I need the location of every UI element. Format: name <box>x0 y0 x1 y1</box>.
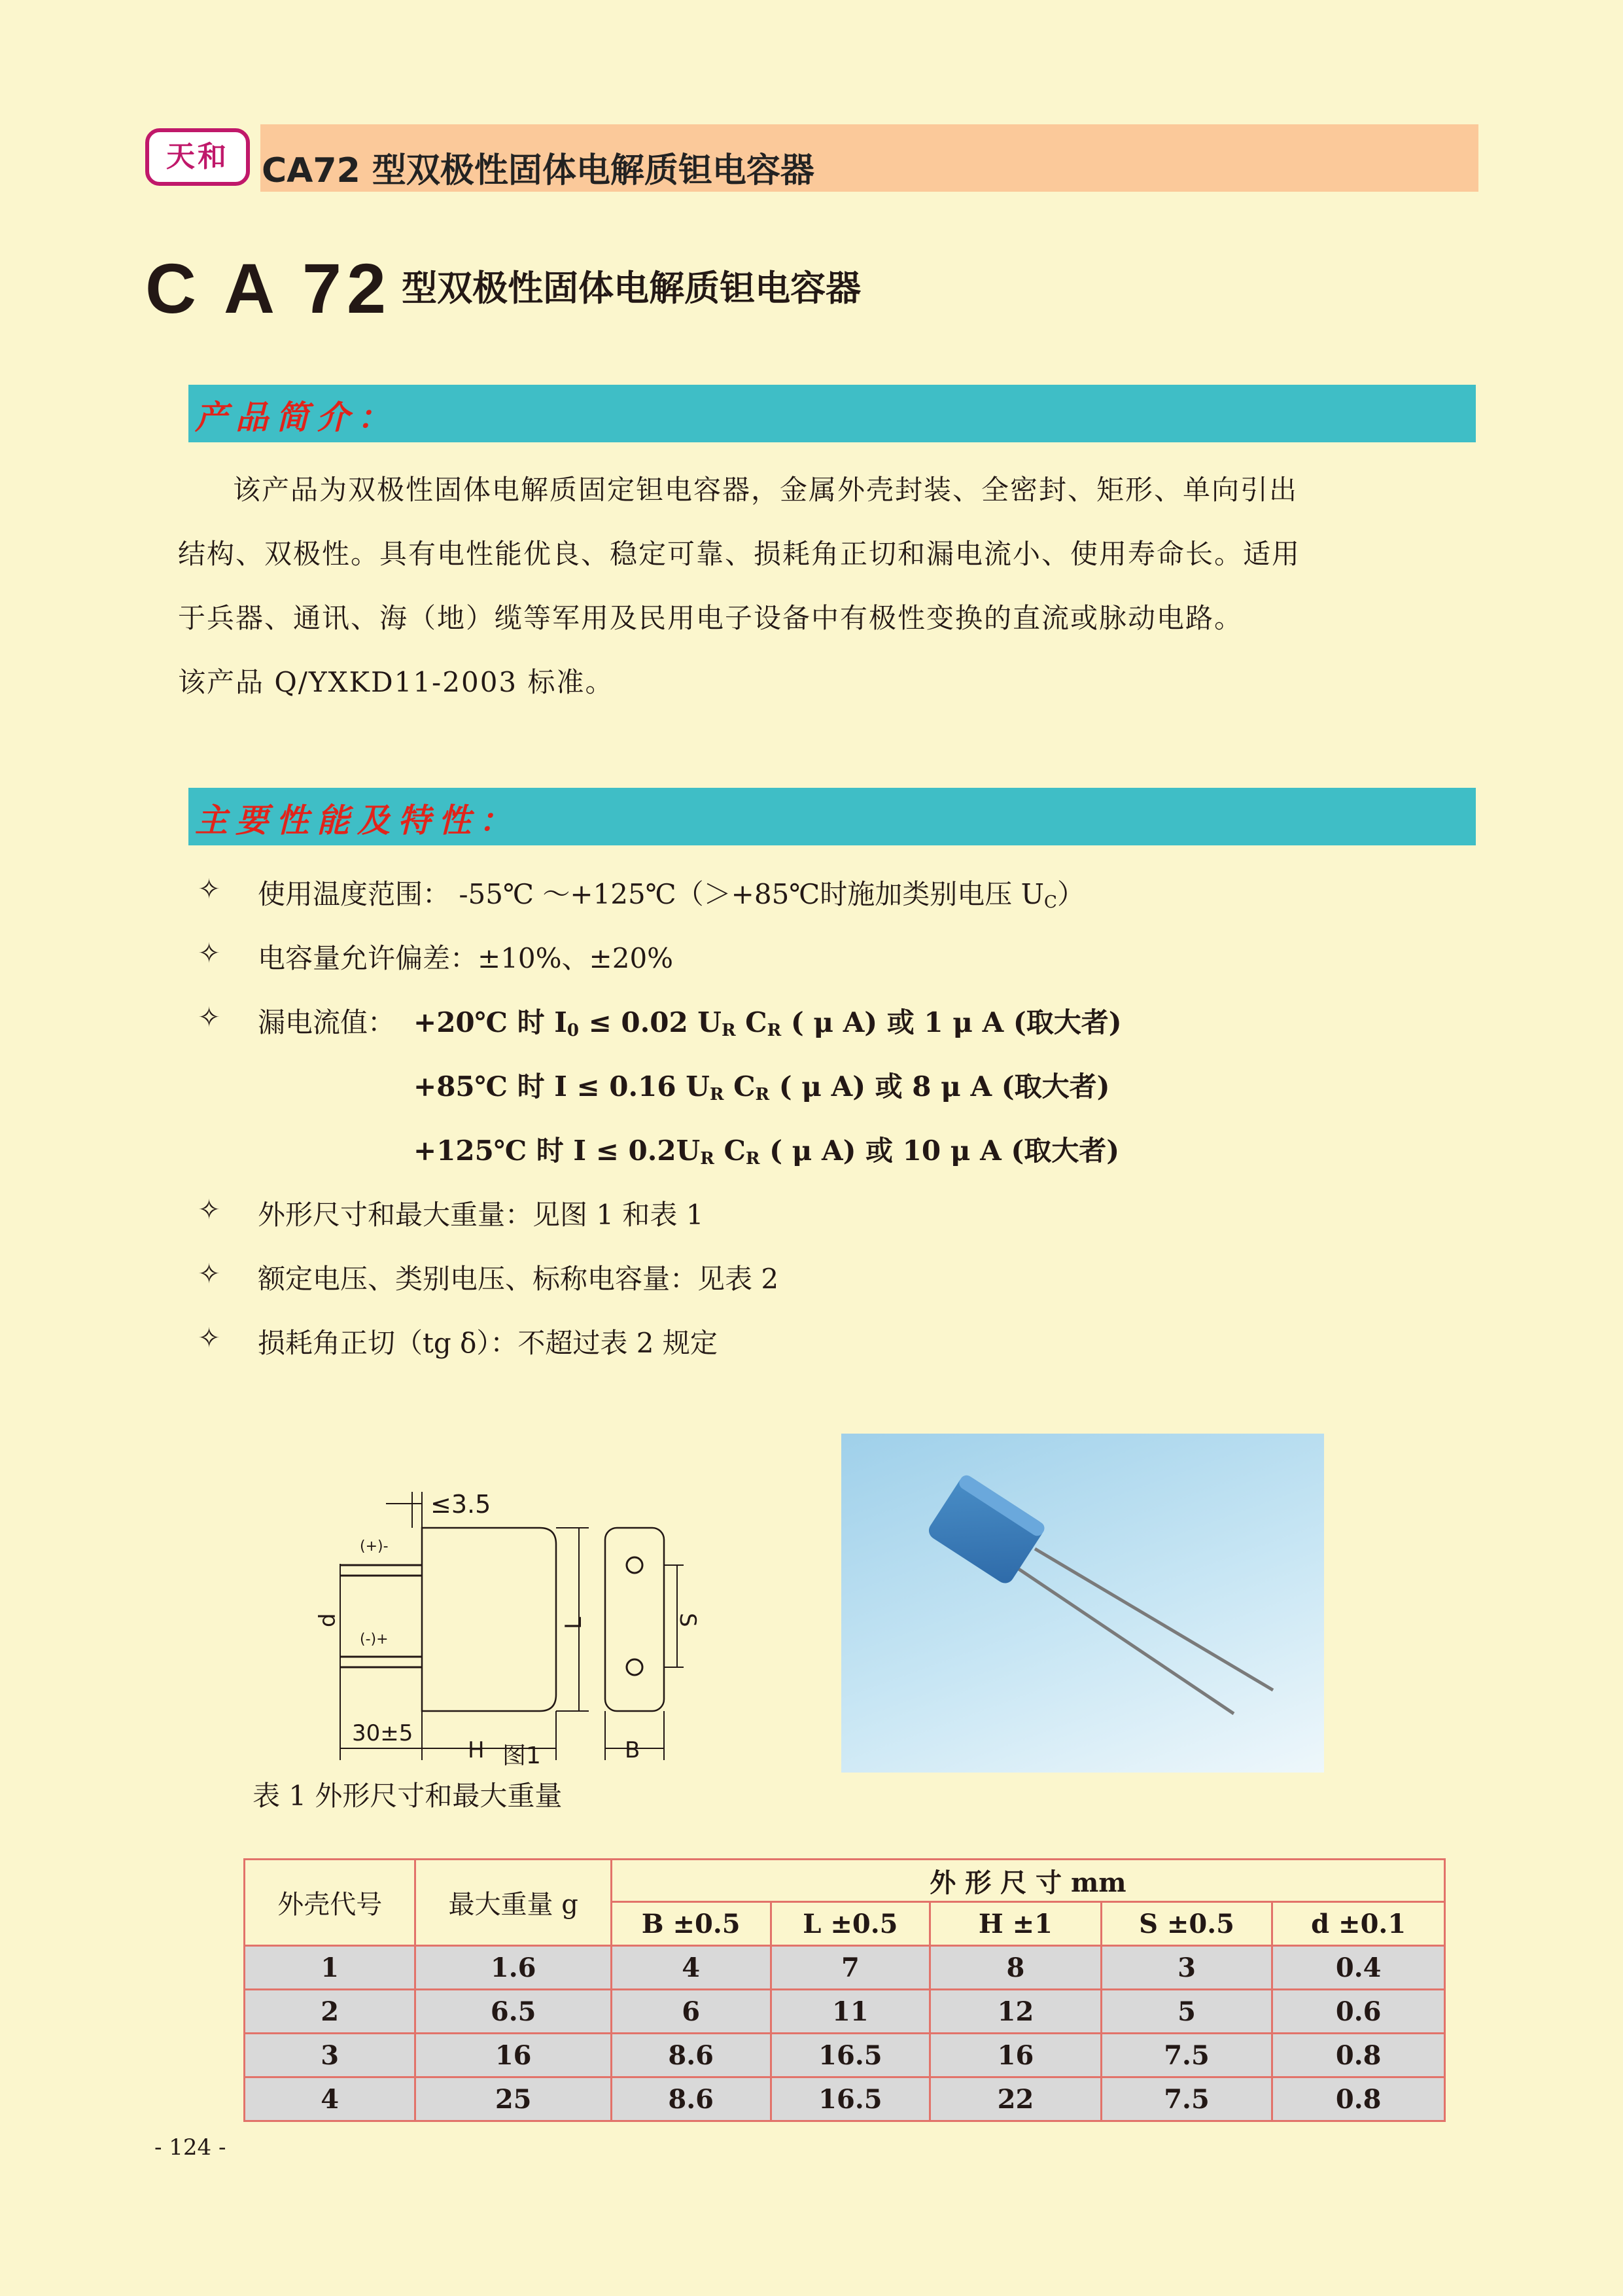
col-header-H: H ±1 <box>930 1902 1102 1946</box>
col-header-d: d ±0.1 <box>1272 1902 1445 1946</box>
page-title <box>145 247 861 329</box>
page-number: - 124 - <box>154 2134 226 2161</box>
intro-section-title: 产品简介： <box>195 398 398 436</box>
L-label: L <box>561 1617 587 1629</box>
feature-leakage-label: 漏电流值： <box>258 1006 396 1038</box>
feature-tolerance: 电容量允许偏差：±10%、±20% <box>258 942 674 974</box>
table-row: 4 25 8.6 16.5 22 7.5 0.8 <box>245 2077 1445 2121</box>
product-photo <box>841 1434 1324 1773</box>
features-section-title: 主要性能及特性： <box>195 801 519 839</box>
bullet-icon: ✧ <box>198 1322 221 1354</box>
model-number: C A 72 <box>145 249 392 328</box>
intro-line-3: 于兵器、通讯、海（地）缆等军用及民用电子设备中有极性变换的直流或脉动电路。 <box>178 602 1244 634</box>
polarity-label-top: (+)- <box>360 1538 389 1555</box>
bullet-icon: ✧ <box>198 1001 221 1033</box>
intro-line-1: 该产品为双极性固体电解质固定钽电容器，金属外壳封装、全密封、矩形、单向引出 <box>233 474 1299 506</box>
table-row: 1 1.6 4 7 8 3 0.4 <box>245 1946 1445 1990</box>
col-header-S: S ±0.5 <box>1101 1902 1272 1946</box>
table-caption: 表 1 外形尺寸和最大重量 <box>253 1780 563 1812</box>
bullet-icon: ✧ <box>198 1258 221 1290</box>
S-label: S <box>674 1613 701 1627</box>
capacitor-lead <box>1010 1563 1234 1714</box>
feature-temperature: 使用温度范围： -55℃ ～+125℃（＞+85℃时施加类别电压 $U_C$） <box>258 878 1085 912</box>
bullet-icon: ✧ <box>198 1193 221 1226</box>
brand-logo: 天和 <box>145 128 250 186</box>
col-header-L: L ±0.5 <box>771 1902 930 1946</box>
dimension-table <box>243 1858 1446 2122</box>
col-header-weight: 最大重量 g <box>415 1860 611 1946</box>
polarity-label-bottom: (-)+ <box>360 1631 389 1648</box>
table-row: 3 16 8.6 16.5 16 7.5 0.8 <box>245 2034 1445 2077</box>
capacitor-body <box>926 1473 1047 1587</box>
bullet-icon: ✧ <box>198 937 221 969</box>
H-label: H <box>468 1737 485 1763</box>
col-header-case: 外壳代号 <box>245 1860 415 1946</box>
feature-tan-delta: 损耗角正切（tg δ）：不超过表 2 规定 <box>258 1327 718 1359</box>
feature-rated-voltage: 额定电压、类别电压、标称电容量：见表 2 <box>258 1263 779 1295</box>
figure-caption: 图1 <box>502 1742 541 1769</box>
product-name: 型双极性固体电解质钽电容器 <box>402 268 862 309</box>
col-header-B: B ±0.5 <box>611 1902 771 1946</box>
d-label: d <box>315 1613 341 1627</box>
intro-line-2: 结构、双极性。具有电性能优良、稳定可靠、损耗角正切和漏电流小、使用寿命长。适用 <box>178 538 1301 570</box>
dimension-drawing <box>314 1466 707 1773</box>
B-label: B <box>625 1737 640 1763</box>
table-row: 2 6.5 6 11 12 5 0.6 <box>245 1990 1445 2034</box>
col-group-header: 外 形 尺 寸 mm <box>611 1860 1444 1902</box>
capacitor-lead <box>1035 1549 1273 1690</box>
feature-dimensions: 外形尺寸和最大重量：见图 1 和表 1 <box>258 1199 704 1231</box>
bullet-icon: ✧ <box>198 873 221 905</box>
lead-length-label: 30±5 <box>352 1720 413 1746</box>
feature-leakage-125c: +125℃ 时 $I \le 0.2U_R$ $C_R$ ( μ A) 或 10 μ A (取大者) <box>413 1135 1120 1169</box>
feature-leakage-20c: +20℃ 时 $I_0 \le 0.02$ $U_R$ $C_R$ ( μ A) 或 1 μ A (取大者) <box>413 1006 1122 1040</box>
lead-gap-label: ≤3.5 <box>430 1490 491 1519</box>
header-title: CA72 型双极性固体电解质钽电容器 <box>262 151 814 190</box>
intro-line-4: 该产品 Q/YXKD11-2003 标准。 <box>178 666 614 698</box>
feature-leakage-85c: +85℃ 时 I ≤ 0.16 $U_R$ $C_R$ ( μ A) 或 8 μ A (取大者) <box>413 1070 1110 1104</box>
